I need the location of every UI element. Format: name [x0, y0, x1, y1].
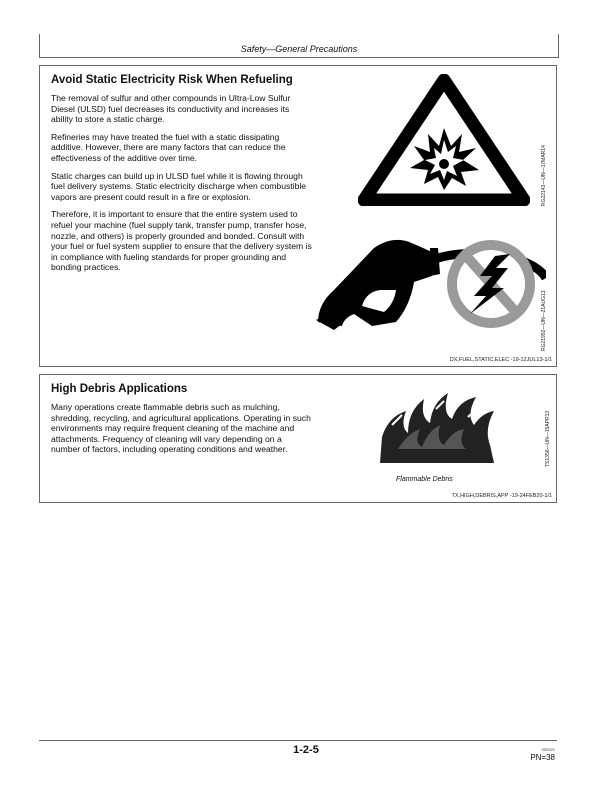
- running-title: Safety—General Precautions: [240, 44, 358, 54]
- footer-pn: PN=38: [530, 753, 555, 762]
- image-code: RG21992—UN—21AUG13: [541, 290, 547, 351]
- section-title: High Debris Applications: [51, 383, 188, 395]
- reference-code: TX,HIGH,DEBRIS,APP -19-24FEB20-1/1: [451, 493, 552, 499]
- paragraph: Refineries may have treated the fuel with a static dissipating additive. However, there are many factors that can reduce the effectiveness of the additive over time.: [51, 131, 286, 163]
- footer-divider: [39, 740, 557, 741]
- image-code: TS1356—UN—15APR13: [545, 410, 551, 467]
- page-number: 1-2-5: [293, 744, 319, 756]
- running-header-frame: [39, 34, 559, 58]
- image-caption: Flammable Debris: [396, 476, 453, 483]
- section-body: [51, 93, 313, 280]
- paragraph: Static charges can build up in ULSD fuel while it is flowing through fuel delivery systems. Static electricity discharge when combustible vapors are present could result in a fire or explosion.: [51, 170, 307, 202]
- footer-date: 092021: [541, 747, 555, 752]
- section-body: [51, 402, 313, 462]
- paragraph: Therefore, it is important to ensure that the entire system used to refuel your machine (fuel supply tank, transfer pump, transfer hose, nozzle, and others) is properly grounded and bonded. Consult with your fuel or fuel system supplier to ensure that the delivery system is in compliance with fueling standards for proper grounding and bonding practices.: [51, 209, 312, 273]
- section-title: Avoid Static Electricity Risk When Refueling: [51, 74, 293, 86]
- section-static-electricity: [39, 65, 557, 367]
- paragraph: Many operations create flammable debris such as mulching, shredding, recycling, and agricultural applications. Operating in such environments may require frequent cleaning of the machine and attachments. Frequency of cleaning will vary depending on a number of factors, including operating conditions and weather.: [51, 402, 311, 455]
- reference-code: DX,FUEL,STATIC,ELEC -19-12JUL13-1/1: [449, 357, 552, 363]
- image-code: RG22142—UN—17MAR14: [541, 145, 547, 206]
- fuel-nozzle-no-static-icon: [314, 218, 546, 340]
- paragraph: The removal of sulfur and other compounds in Ultra-Low Sulfur Diesel (ULSD) fuel decreases its conductivity and increases its ability to store a static charge.: [51, 93, 291, 125]
- flame-debris-icon: [378, 389, 496, 465]
- explosion-warning-icon: [358, 74, 530, 206]
- section-high-debris: [39, 374, 557, 503]
